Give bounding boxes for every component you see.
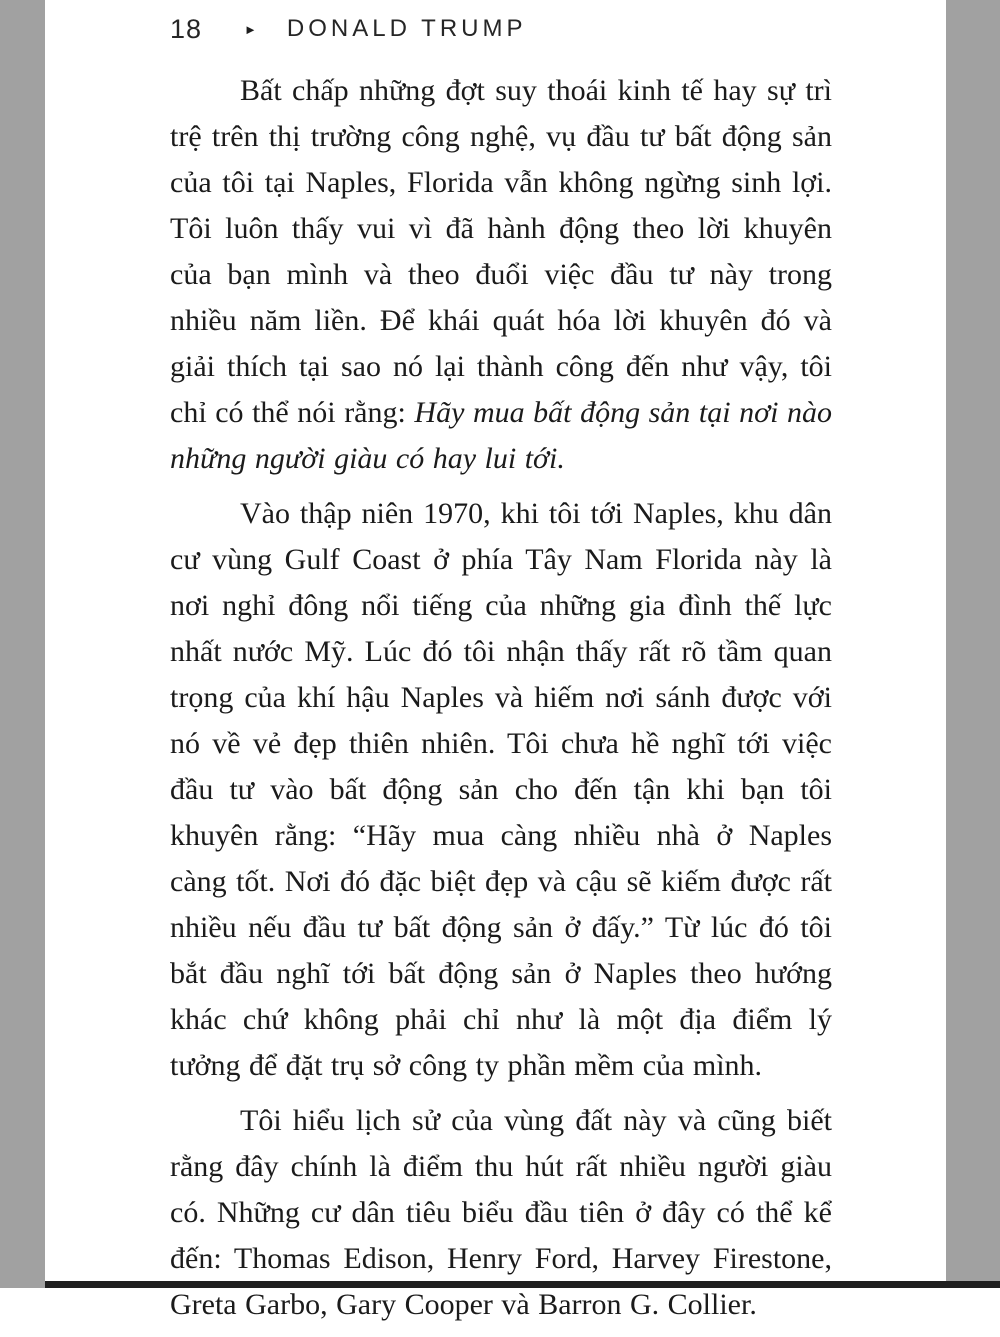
scan-bottom-edge xyxy=(45,1281,1000,1288)
page-number: 18 xyxy=(170,13,203,44)
paragraph-2-text: Vào thập niên 1970, khi tôi tới Naples, khu dân cư vùng Gulf Coast ở phía Tây Nam Florida này là nơi nghỉ đông nổi tiếng của những gia đình thế lực nhất nước Mỹ. Lúc đó tôi nhận thấy rất rõ tầm quan trọng của khí hậu Naples và hiếm nơi sánh được với nó về vẻ đẹp thiên nhiên. Tôi chưa hề nghĩ tới việc đầu tư vào bất động sản cho đến tận khi bạn tôi khuyên rằng: “Hãy mua càng nhiều nhà ở Naples càng tốt. Nơi đó đặc biệt đẹp và cậu sẽ kiếm được rất nhiều nếu đầu tư bất động sản ở đấy.” Từ lúc đó tôi bắt đầu nghĩ tới bất động sản ở Naples theo hướng khác chứ không phải chỉ như là một địa điểm lý tưởng để đặt trụ sở công ty phần mềm của mình. xyxy=(170,497,832,1082)
paragraph-1-emphasis: Hãy mua bất động sản tại nơi nào những người giàu có hay lui tới. xyxy=(170,396,833,475)
scan-gutter-right xyxy=(946,0,1000,1288)
paragraph-1-text: Bất chấp những đợt suy thoái kinh tế hay sự trì trệ trên thị trường công nghệ, vụ đầu tư bất động sản của tôi tại Naples, Florida vẫn không ngừng sinh lợi. Tôi luôn thấy vui vì đã hành động theo lời khuyên của bạn mình và theo đuổi việc đầu tư này trong nhiều năm liền. Để khái quát hóa lời khuyên đó và giải thích tại sao nó lại thành công đến như vậy, tôi chỉ có thể nói rằng: xyxy=(170,74,832,429)
page-body xyxy=(170,68,832,1328)
book-title: DONALD TRUMP xyxy=(286,15,527,42)
running-header xyxy=(170,0,832,46)
arrow-marker-icon: ► xyxy=(244,21,257,37)
scan-gutter-left xyxy=(0,0,45,1288)
paragraph-1 xyxy=(170,68,832,482)
paragraph-3-text: Tôi hiểu lịch sử của vùng đất này và cũng biết rằng đây chính là điểm thu hút rất nhiều người giàu có. Những cư dân tiêu biểu đầu tiên ở đây có thể kể đến: Thomas Edison, Henry Ford, Harvey Firestone, Greta Garbo, Gary Cooper và Barron G. Collier. xyxy=(170,1104,832,1321)
paragraph-3 xyxy=(170,1098,832,1328)
paragraph-2 xyxy=(170,491,832,1089)
book-page xyxy=(170,0,832,1337)
